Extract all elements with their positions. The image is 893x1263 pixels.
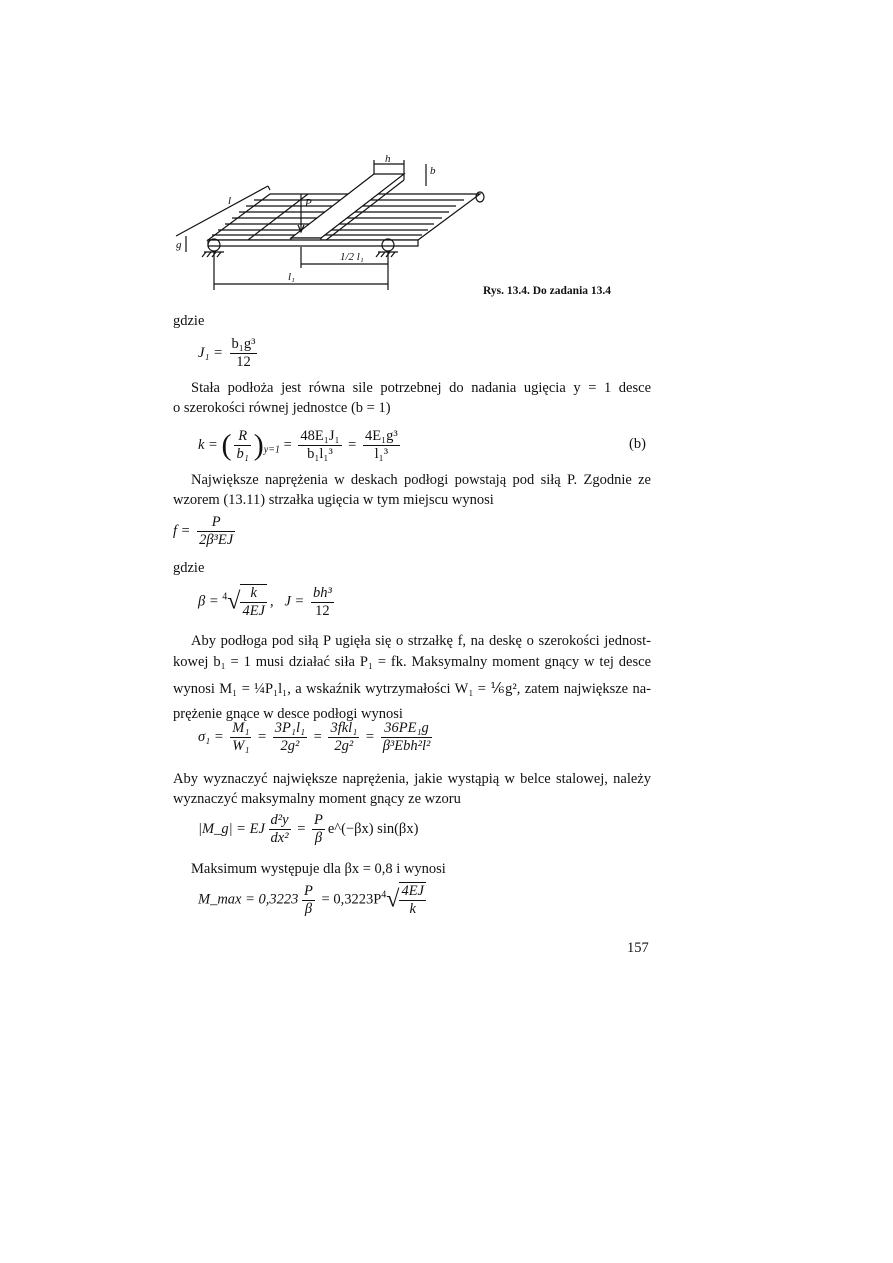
para-stala-line-1: Stała podłoża jest równa sile potrzebnej do nadania ugięcia y = 1 desce <box>191 380 651 396</box>
eq-mmax-root-index: 4 <box>381 889 387 901</box>
eq-k-f3-num: 4E₁g³ <box>364 428 398 444</box>
eq-beta-root-index: 4 <box>222 591 228 603</box>
eq-k-r-den: b₁ <box>236 446 249 462</box>
eq-sigma-f4-den: β³Ebh²l² <box>382 738 431 754</box>
eq-beta-num: k <box>240 584 267 602</box>
eq-f-num: P <box>211 514 221 530</box>
eq-sigma-f3-den: 2g² <box>328 737 359 755</box>
word-gdzie-2: gdzie <box>173 560 205 576</box>
eq-mmax-r-num: 4EJ <box>401 883 424 899</box>
eq-mg-d-num: d²y <box>270 812 289 828</box>
page-number: 157 <box>627 940 649 956</box>
paragraph-stal <box>173 769 651 809</box>
eq-beta-sep: , <box>269 593 274 610</box>
eq-f-lhs: f = <box>173 522 191 539</box>
eq-j-num: bh³ <box>312 584 332 601</box>
para-stal-line-2: wyznaczyć maksymalny moment gnący ze wzoru <box>173 791 461 807</box>
para-najw-line-2: wzorem (13.11) strzałka ugięcia w tym miejscu wynosi <box>173 492 494 508</box>
para-aby-line-2: kowej b₁ = 1 musi działać siła P₁ = fk. Maksymalny moment gnący w tej desce <box>173 654 651 670</box>
eq-k-sub: y=1 <box>263 444 280 456</box>
paragraph-najwieksze <box>173 470 651 510</box>
eq-sigma-f1-num: M₁ <box>232 720 250 736</box>
fig-label-b: b <box>430 165 436 177</box>
eq-beta-lhs: β = <box>198 593 219 610</box>
equation-j1 <box>198 336 260 371</box>
eq-j-lhs: J = <box>284 593 305 610</box>
eq-sigma-lhs: σ₁ = <box>198 728 224 745</box>
eq-sigma-f2-num: 3P₁l₁ <box>274 720 306 736</box>
para-stal-line-1: Aby wyznaczyć największe naprężenia, jakie wystąpią w belce stalowej, należy <box>173 771 651 787</box>
fig-label-half-l1: 1/2 l₁ <box>340 251 364 263</box>
eq-mg-rest: e^(−βx) sin(βx) <box>327 820 419 837</box>
para-stala-line-2: o szerokości równej jednostce (b = 1) <box>173 400 391 416</box>
equation-f <box>173 514 238 549</box>
eq-beta-den: 4EJ <box>242 603 265 619</box>
eq-k-f2-num: 48E₁J₁ <box>300 428 340 444</box>
equation-tag-b: (b) <box>629 436 646 452</box>
fig-label-p: P <box>305 197 312 209</box>
word-gdzie-1: gdzie <box>173 313 205 329</box>
eq-j-den: 12 <box>311 602 334 620</box>
eq-mg-lhs: |M_g| = EJ <box>198 820 265 837</box>
para-aby-line-1: Aby podłoga pod siłą P ugięła się o strzałkę f, na deskę o szerokości jednost- <box>191 633 651 649</box>
figure-caption: Rys. 13.4. Do zadania 13.4 <box>483 285 612 297</box>
para-aby-line-4: prężenie gnące w desce podłogi wynosi <box>173 706 403 722</box>
eq-mmax-num: P <box>304 882 313 899</box>
eq-mmax-den: β <box>302 900 315 918</box>
eq-j1-num: b₁g³ <box>231 336 256 352</box>
eq-k-f2-den: b₁l₁³ <box>298 445 341 463</box>
eq-mg-p-den: β <box>312 829 325 847</box>
para-aby-line-3: wynosi M₁ = ¼P₁l₁, a wskaźnik wytrzymałości W₁ = ⅙g², zatem największe na- <box>173 681 651 697</box>
eq-sigma-f3-num: 3fkl₁ <box>330 720 358 736</box>
eq-mg-eq: = <box>297 820 306 837</box>
eq-mmax-lhs: M_max = 0,3223 <box>198 891 299 908</box>
paragraph-stala <box>173 378 651 418</box>
fig-label-g: g <box>176 239 182 251</box>
eq-sigma-f1-den: W₁ <box>232 738 250 754</box>
equation-sigma: σ₁ = $\frac{\text{M₁}}{\text{W₁}}$ = $\frac{\text{3P₁l₁}}{\text{2g²}}$ = $\frac{\text{3fkl₁}}{\text{2g²}}$ = $\frac{\text{36PE₁g}}{\text{β³Ebh²l²}}$ <box>198 720 431 754</box>
eq-mg-d-den: dx² <box>270 830 289 846</box>
equation-beta: β = $^4$√ $\frac{k}{4EJ}$ , J = $\frac{\text{bh³}}{12}$ <box>198 584 332 619</box>
figure-floor-diagram <box>168 152 498 302</box>
fig-label-l: l <box>228 195 232 207</box>
equation-mg <box>198 812 418 847</box>
paragraph-aby <box>173 631 651 725</box>
fig-label-h: h <box>385 153 391 165</box>
equation-k: k = ( $\frac{R}{\text{b₁}}$ )$_{y=1}$ = $\frac{\text{48E₁J₁}}{\text{b₁l₁³}}$ = $\frac{\text{4E₁g³}}{\text{l₁³}}$ <box>198 428 398 462</box>
eq-k-lhs: k = <box>198 436 218 453</box>
eq-mmax-mid: = 0,3223P <box>321 891 382 908</box>
para-najw-line-1: Największe naprężenia w deskach podłogi powstają pod siłą P. Zgodnie ze <box>191 472 651 488</box>
paragraph-maks: Maksimum występuje dla βx = 0,8 i wynosi <box>191 861 446 877</box>
eq-k-r-num: R <box>238 428 248 444</box>
eq-sigma-f2-den: 2g² <box>273 737 307 755</box>
eq-k-f3-den: l₁³ <box>363 445 400 463</box>
fig-label-l1: l₁ <box>288 271 295 283</box>
eq-f-den: 2β³EJ <box>199 532 234 548</box>
eq-j1-den: 12 <box>230 353 258 371</box>
eq-sigma-f4-num: 36PE₁g <box>384 720 429 736</box>
eq-j1-lhs: J₁ = <box>198 344 223 361</box>
equation-mmax: M_max = 0,3223 $\frac{P}{\beta}$ = $0,3223P^4√$ $\frac{4EJ}{k}$ <box>198 882 424 917</box>
eq-mmax-r-den: k <box>399 900 426 918</box>
eq-mg-p-num: P <box>314 812 323 828</box>
